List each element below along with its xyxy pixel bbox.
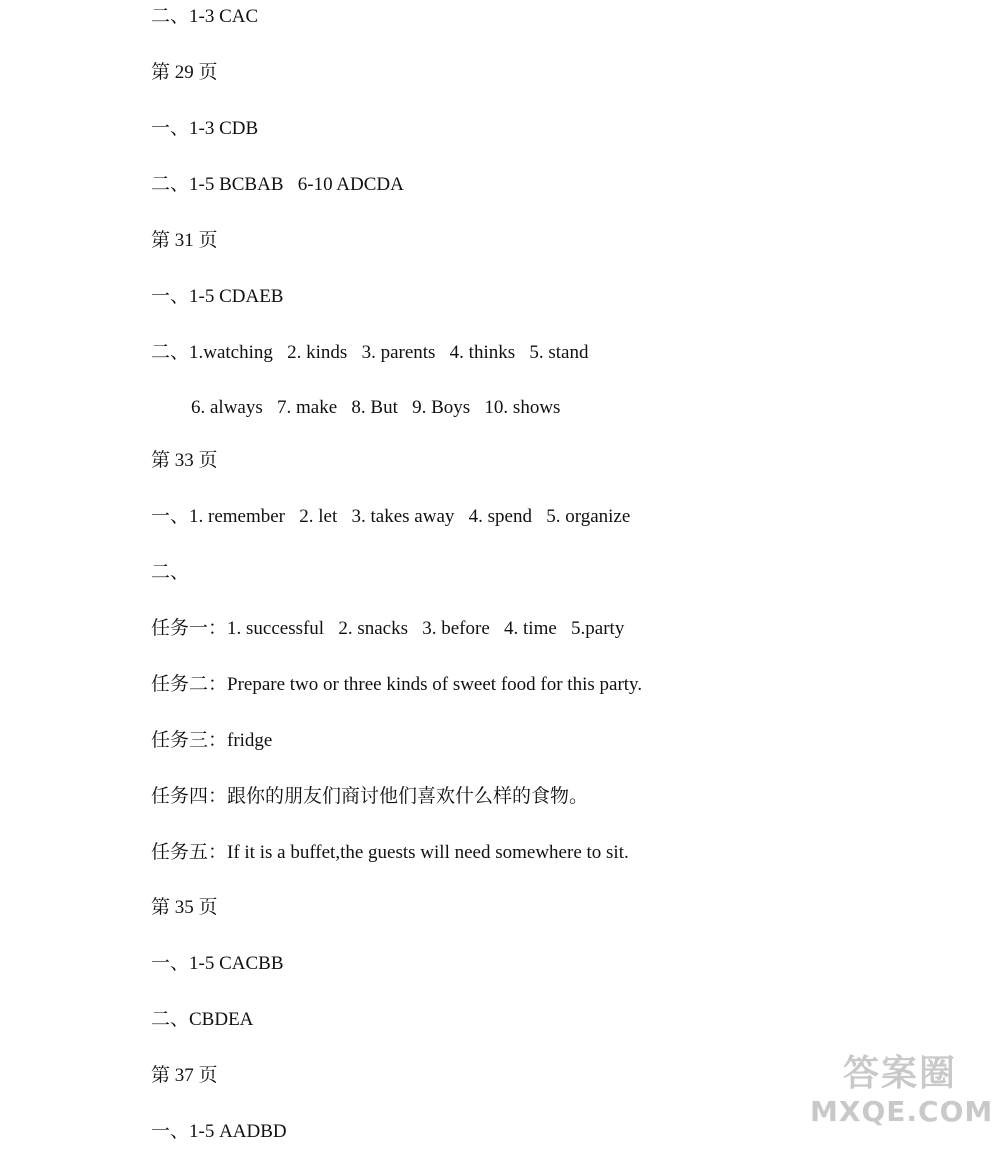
page-heading: 第 37 页 <box>151 1065 218 1086</box>
answer-line: 二、1-3 CAC <box>151 6 259 27</box>
answer-line: 一、1-3 CDB <box>151 118 259 139</box>
watermark-url: MXQE.COM <box>810 1095 994 1128</box>
answer-line: 二、1-5 BCBAB 6-10 ADCDA <box>151 174 404 195</box>
page-heading: 第 31 页 <box>151 230 218 251</box>
task-line: 任务一：1. successful 2. snacks 3. before 4. time 5.party <box>151 618 625 639</box>
page-heading: 第 35 页 <box>151 897 218 918</box>
answer-line: 二、CBDEA <box>151 1009 254 1030</box>
task-line: 任务二：Prepare two or three kinds of sweet food for this party. <box>151 674 643 695</box>
watermark-logo <box>810 1053 994 1143</box>
answer-line: 一、1-5 CDAEB <box>151 286 284 307</box>
answer-line: 一、1-5 AADBD <box>151 1121 287 1142</box>
watermark-title: 答案圈 <box>842 1053 957 1094</box>
answer-line: 一、1. remember 2. let 3. takes away 4. spend 5. organize <box>151 506 631 527</box>
section-label: 二、 <box>151 562 190 583</box>
task-line: 任务三：fridge <box>151 730 273 751</box>
task-line: 任务五：If it is a buffet,the guests will need somewhere to sit. <box>151 842 629 863</box>
answer-line: 6. always 7. make 8. But 9. Boys 10. shows <box>191 397 561 418</box>
page-heading: 第 33 页 <box>151 450 218 471</box>
answer-line: 二、1.watching 2. kinds 3. parents 4. thinks 5. stand <box>151 342 589 363</box>
page-heading: 第 29 页 <box>151 62 218 83</box>
answer-line: 一、1-5 CACBB <box>151 953 284 974</box>
task-line: 任务四：跟你的朋友们商讨他们喜欢什么样的食物。 <box>151 786 589 807</box>
